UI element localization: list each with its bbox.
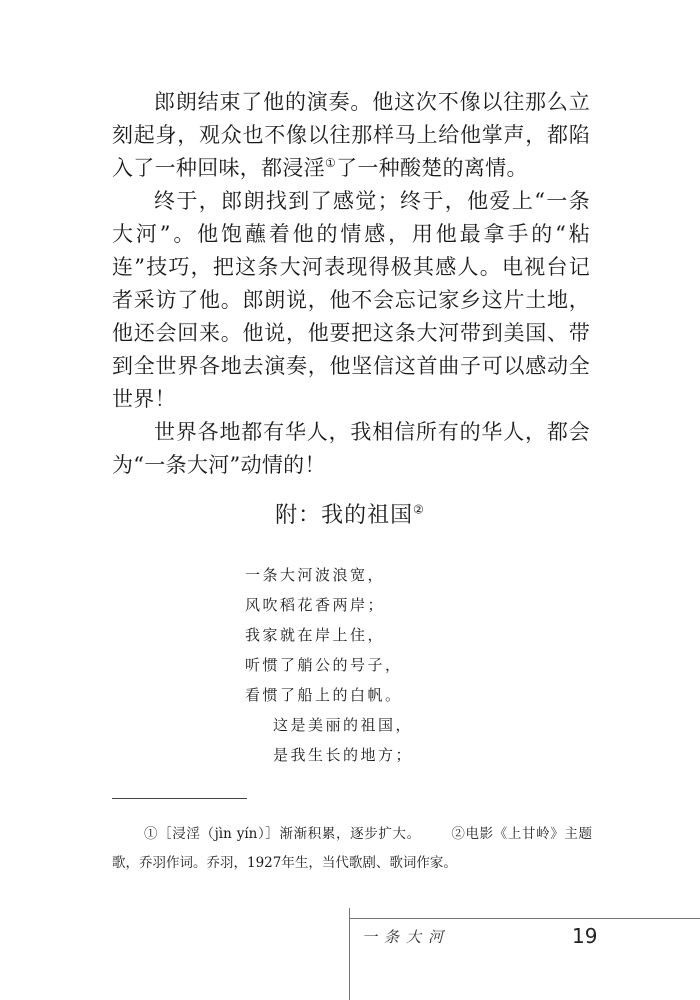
poem-line: 我家就在岸上住， [245, 626, 386, 644]
paragraph-1-tail: 了一种酸楚的离情。 [336, 156, 528, 180]
poem-title-text: 附：我的祖国 [275, 503, 414, 528]
footnote-divider [112, 798, 247, 799]
poem-line: 这是美丽的祖国， [273, 716, 414, 734]
running-title: 一条大河 [362, 928, 451, 946]
page-number: 19 [572, 924, 598, 948]
poem-line: 听惯了艄公的号子， [245, 656, 403, 674]
paragraph-1 [112, 86, 590, 185]
poem-title [0, 498, 700, 529]
footnote-2: ②电影《上甘岭》主题歌，乔羽作词。乔羽，1927年生，当代歌剧、歌词作家。 [112, 826, 592, 871]
footnote-ref-1: ① [325, 156, 337, 170]
paragraph-2: 终于，郎朗找到了感觉；终于，他爱上“一条大河”。他饱蘸着他的情感，用他最拿手的“粘连”技巧，把这条大河表现得极其感人。电视台记者采访了他。郎朗说，他不会忘记家乡这片土地，他还会回来。他说，他要把这条大河带到美国、带到全世界各地去演奏，他坚信这首曲子可以感动全世界！ [112, 189, 590, 411]
paragraph-3: 世界各地都有华人，我相信所有的华人，都会为“一条大河”动情的！ [112, 420, 590, 477]
poem [245, 560, 413, 770]
paragraph-1-text: 郎朗结束了他的演奏。他这次不像以往那么立刻起身，观众也不像以往那样马上给他掌声，都陷入了一种回味，都浸淫 [112, 90, 590, 180]
poem-line: 是我生长的地方； [273, 746, 414, 764]
main-text [112, 86, 590, 482]
footer-vertical-rule [349, 908, 350, 1000]
footnote-1: ①［浸淫（jìn yín）］渐渐积累，逐步扩大。 [144, 826, 421, 842]
footnotes [112, 820, 592, 878]
poem-line: 看惯了船上的白帆。 [245, 686, 403, 704]
poem-line: 风吹稻花香两岸； [245, 596, 386, 614]
footer-horizontal-rule [349, 918, 700, 919]
poem-line: 一条大河波浪宽， [245, 566, 386, 584]
footnote-ref-2: ② [413, 502, 425, 517]
